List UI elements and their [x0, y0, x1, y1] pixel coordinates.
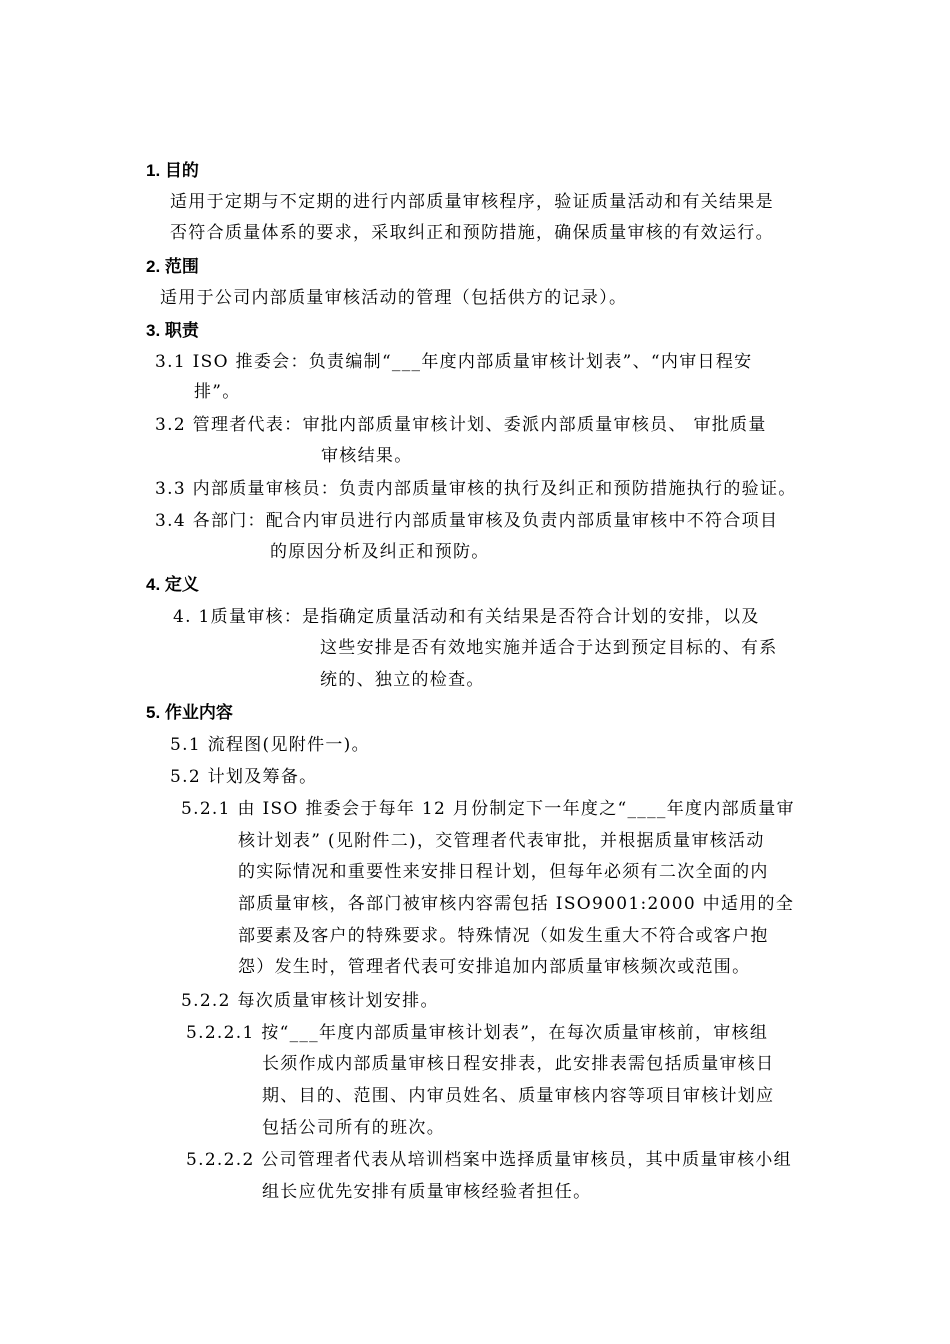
item-3-2-line-1: 3.2 管理者代表：审批内部质量审核计划、委派内部质量审核员、 审批质量	[155, 415, 767, 435]
section-1-text-line-2: 否符合质量体系的要求，采取纠正和预防措施，确保质量审核的有效运行。	[170, 223, 774, 243]
item-5-2-1-line-5: 部要素及客户的特殊要求。特殊情况（如发生重大不符合或客户抱	[238, 926, 769, 946]
section-5-heading: 5. 作业内容	[146, 703, 233, 722]
item-3-4-line-1: 3.4 各部门：配合内审员进行内部质量审核及负责内部质量审核中不符合项目	[155, 511, 779, 531]
item-3-1-line-1: 3.1 ISO 推委会：负责编制“___年度内部质量审核计划表”、“内审日程安	[155, 352, 753, 372]
section-4-heading: 4. 定义	[146, 575, 199, 594]
item-3-3-line-1: 3.3 内部质量审核员：负责内部质量审核的执行及纠正和预防措施执行的验证。	[155, 479, 797, 499]
item-5-2-1-line-3: 的实际情况和重要性来安排日程计划，但每年必须有二次全面的内	[238, 862, 769, 882]
item-5-2-2-1-line-3: 期、目的、范围、内审员姓名、质量审核内容等项目审核计划应	[262, 1086, 775, 1106]
item-5-1: 5.1 流程图(见附件一)。	[170, 735, 370, 755]
item-5-2: 5.2 计划及筹备。	[170, 767, 318, 787]
item-5-2-1-line-2: 核计划表” (见附件二)，交管理者代表审批，并根据质量审核活动	[238, 831, 765, 851]
item-5-2-1-line-1: 5.2.1 由 ISO 推委会于每年 12 月份制定下一年度之“____年度内部质量审	[181, 799, 795, 819]
item-4-1-line-2: 这些安排是否有效地实施并适合于达到预定目标的、有系	[320, 638, 778, 658]
item-5-2-1-line-4: 部质量审核，各部门被审核内容需包括 ISO9001:2000 中适用的全	[238, 894, 795, 914]
section-2-text-line-1: 适用于公司内部质量审核活动的管理（包括供方的记录）。	[160, 288, 628, 308]
item-5-2-2-1-line-2: 长须作成内部质量审核日程安排表，此安排表需包括质量审核日	[262, 1054, 775, 1074]
section-1-text-line-1: 适用于定期与不定期的进行内部质量审核程序，验证质量活动和有关结果是	[170, 192, 774, 212]
item-4-1-line-1: 4. 1质量审核：是指确定质量活动和有关结果是否符合计划的安排，以及	[173, 607, 760, 627]
item-5-2-2-2-line-1: 5.2.2.2 公司管理者代表从培训档案中选择质量审核员，其中质量审核小组	[186, 1150, 792, 1170]
item-5-2-1-line-6: 怨）发生时，管理者代表可安排追加内部质量审核频次或范围。	[238, 957, 751, 977]
section-2-heading: 2. 范围	[146, 257, 199, 276]
item-5-2-2-1-line-1: 5.2.2.1 按“___年度内部质量审核计划表”，在每次质量审核前，审核组	[186, 1023, 769, 1043]
item-3-1-line-2: 排”。	[194, 382, 241, 402]
item-3-4-line-2: 的原因分析及纠正和预防。	[270, 542, 490, 562]
item-3-2-line-2: 审核结果。	[321, 446, 413, 466]
section-1-heading: 1. 目的	[146, 161, 199, 180]
item-5-2-2-2-line-2: 组长应优先安排有质量审核经验者担任。	[262, 1182, 592, 1202]
item-5-2-2: 5.2.2 每次质量审核计划安排。	[181, 991, 439, 1011]
item-5-2-2-1-line-4: 包括公司所有的班次。	[262, 1118, 445, 1138]
section-3-heading: 3. 职责	[146, 321, 199, 340]
item-4-1-line-3: 统的、独立的检查。	[320, 670, 485, 690]
